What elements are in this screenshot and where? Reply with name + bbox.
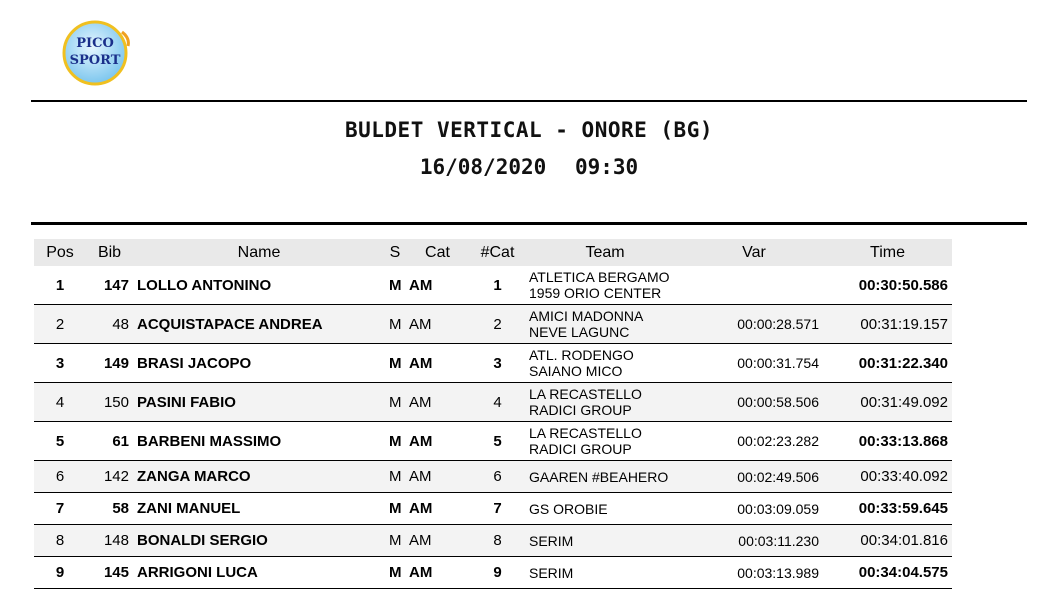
cell-pos: 3 [55,354,65,372]
col-cat: Cat [405,239,470,266]
cell-name: ZANI MANUEL [137,500,241,517]
cell-pos: 7 [55,500,65,517]
cell-catpos: 4 [470,383,525,422]
cell-sex: M [389,276,402,294]
cell-bib: 149 [103,354,129,372]
cell-name: ACQUISTAPACE ANDREA [133,305,385,344]
team-line-1: LA RECASTELLO [529,425,642,441]
table-row [34,557,952,589]
pico-sport-logo [62,18,132,88]
col-time: Time [823,239,952,266]
team-line-1: SERIM [529,564,574,581]
cell-sex: M [385,383,405,422]
cell-team [525,525,685,557]
cell-time: 00:33:40.092 [823,461,952,493]
cell-team [525,461,685,493]
table-row [34,525,952,557]
cell-var: 00:03:13.989 [737,564,819,581]
cell-cat: AM [409,500,433,517]
cell-cat: AM [405,305,470,344]
cell-name: ZANGA MARCO [133,461,385,493]
cell-pos: 5 [55,432,65,450]
cell-pos: 2 [34,305,86,344]
cell-catpos: 3 [493,354,502,372]
team-line-2: SAIANO MICO [529,363,623,379]
cell-pos: 6 [34,461,86,493]
cell-var: 00:03:11.230 [685,525,823,557]
event-title: BULDET VERTICAL - ONORE (BG) [344,118,713,142]
table-row [34,383,952,422]
table-row [34,344,952,383]
cell-time: 00:30:50.586 [858,276,948,294]
cell-team [525,493,685,525]
cell-time: 00:31:49.092 [823,383,952,422]
top-divider [31,100,1027,102]
cell-sex: M [385,525,405,557]
cell-var [685,266,823,305]
table-row [34,461,952,493]
cell-bib: 150 [86,383,133,422]
cell-catpos: 2 [470,305,525,344]
cell-var: 00:02:49.506 [685,461,823,493]
team-line-2: RADICI GROUP [529,402,632,418]
cell-cat: AM [405,461,470,493]
col-pos: Pos [34,239,86,266]
svg-text:PICO: PICO [76,36,114,51]
cell-sex: M [385,461,405,493]
cell-name: BARBENI MASSIMO [137,432,282,450]
cell-time: 00:31:19.157 [823,305,952,344]
team-line-2: NEVE LAGUNC [529,324,630,340]
cell-bib: 147 [103,276,129,294]
cell-cat: AM [405,525,470,557]
cell-name: PASINI FABIO [133,383,385,422]
cell-pos: 9 [55,564,65,581]
team-line-1: AMICI MADONNA [529,308,644,324]
cell-pos: 4 [34,383,86,422]
cell-pos: 8 [34,525,86,557]
svg-text:SPORT: SPORT [69,53,121,68]
cell-sex: M [389,432,402,450]
table-row [34,493,952,525]
cell-catpos: 9 [493,564,502,581]
cell-sex: M [389,564,402,581]
cell-team [525,266,685,305]
cell-time: 00:33:13.868 [858,432,948,450]
cell-var: 00:00:28.571 [685,305,823,344]
cell-sex: M [385,305,405,344]
cell-time: 00:31:22.340 [858,354,948,372]
team-line-1: ATL. RODENGO [529,347,634,363]
cell-cat: AM [409,276,433,294]
cell-bib: 48 [86,305,133,344]
event-datetime [0,155,1058,179]
results-table [34,239,952,589]
cell-cat: AM [409,564,433,581]
cell-cat: AM [409,432,433,450]
col-sex: S [385,239,405,266]
team-line-2: RADICI GROUP [529,441,632,457]
cell-name: ARRIGONI LUCA [137,564,258,581]
table-row [34,422,952,461]
table-header-row [34,239,952,266]
col-var: Var [685,239,823,266]
team-line-1: SERIM [529,532,574,549]
team-line-1: ATLETICA BERGAMO [529,269,670,285]
cell-time: 00:34:01.816 [823,525,952,557]
cell-var: 00:03:09.059 [737,500,819,517]
cell-cat: AM [409,354,433,372]
cell-bib: 148 [86,525,133,557]
cell-bib: 61 [112,432,129,450]
cell-sex: M [389,354,402,372]
table-row [34,266,952,305]
cell-team [525,557,685,589]
col-name: Name [133,239,385,266]
cell-bib: 58 [112,500,129,517]
cell-pos: 1 [55,276,65,294]
cell-team [525,305,685,344]
cell-var: 00:00:58.506 [685,383,823,422]
cell-name: LOLLO ANTONINO [137,276,272,294]
cell-time: 00:34:04.575 [858,564,948,581]
cell-catpos: 6 [470,461,525,493]
event-date: 16/08/2020 [419,155,547,179]
cell-team [525,344,685,383]
table-row [34,305,952,344]
cell-bib: 142 [86,461,133,493]
cell-var: 00:00:31.754 [737,355,819,371]
cell-team [525,383,685,422]
team-line-2: 1959 ORIO CENTER [529,285,662,301]
cell-team [525,422,685,461]
team-line-1: GAAREN #BEAHERO [529,468,669,485]
cell-catpos: 7 [493,500,502,517]
event-time: 09:30 [574,155,639,179]
cell-catpos: 8 [470,525,525,557]
cell-sex: M [389,500,402,517]
team-line-1: GS OROBIE [529,500,608,517]
cell-cat: AM [405,383,470,422]
cell-catpos: 1 [493,276,502,294]
col-team: Team [525,239,685,266]
cell-name: BRASI JACOPO [137,354,252,372]
cell-catpos: 5 [493,432,502,450]
cell-name: BONALDI SERGIO [133,525,385,557]
col-bib: Bib [86,239,133,266]
cell-time: 00:33:59.645 [858,500,948,517]
col-catpos: #Cat [470,239,525,266]
cell-var: 00:02:23.282 [737,433,819,449]
table-divider [31,222,1027,225]
team-line-1: LA RECASTELLO [529,386,642,402]
cell-bib: 145 [103,564,129,581]
